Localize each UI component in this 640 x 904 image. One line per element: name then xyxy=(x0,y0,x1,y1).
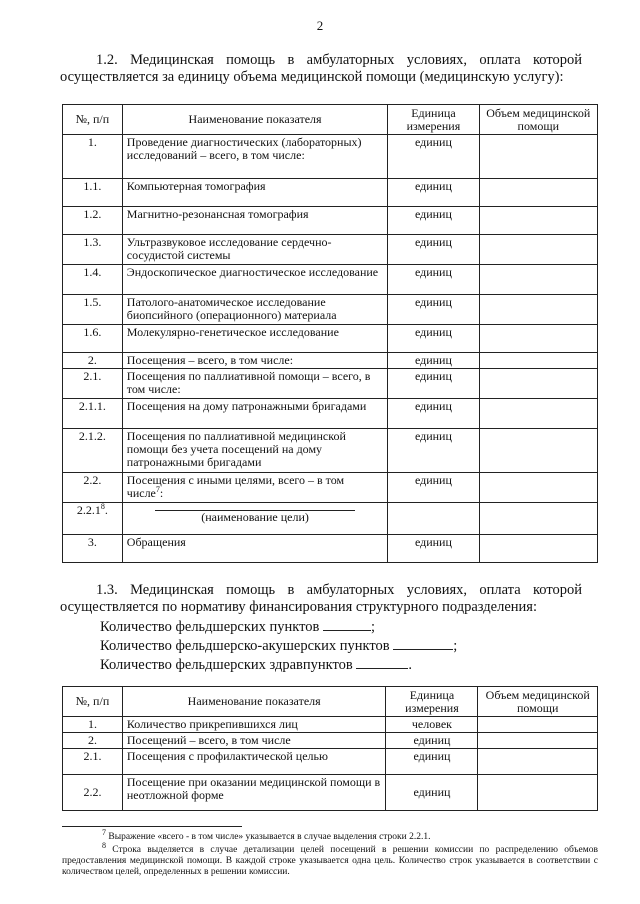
row-volume-cell[interactable] xyxy=(478,749,598,775)
footnote-7-mark: 7 xyxy=(102,827,106,837)
row-name: Магнитно-резонансная томография xyxy=(122,207,388,235)
row-unit: единиц xyxy=(388,473,479,503)
row-volume-cell[interactable] xyxy=(479,235,597,265)
section-1-3-heading xyxy=(60,582,582,616)
health-posts-label: Количество фельдшерских здравпунктов xyxy=(100,657,353,673)
table-row xyxy=(63,325,598,353)
row-name: Количество прикрепившихся лиц xyxy=(122,717,386,733)
row-name: Обращения xyxy=(122,535,388,563)
row-num: 2.1.1. xyxy=(63,399,123,429)
row-unit: единиц xyxy=(388,399,479,429)
section-1-2-line1: 1.2. Медицинская помощь в амбулаторных условиях, оплата которой xyxy=(96,52,582,68)
row-unit: единиц xyxy=(388,235,479,265)
header-num: №, п/п xyxy=(63,687,123,717)
health-posts-blank[interactable] xyxy=(356,656,408,669)
row-num: 2. xyxy=(63,353,123,369)
header-volume: Объем медицинской помощи xyxy=(478,687,598,717)
row-volume-cell[interactable] xyxy=(478,775,598,811)
row-num: 1.1. xyxy=(63,179,123,207)
table-row xyxy=(63,775,598,811)
table-row xyxy=(63,535,598,563)
row-unit: единиц xyxy=(388,207,479,235)
row-volume-cell[interactable] xyxy=(479,295,597,325)
row-name: Посещения на дому патронажными бригадами xyxy=(122,399,388,429)
footnote-8-text: Строка выделяется в случае детализации целей посещений в решении комиссии по распределению объемов предоставления медицинской помощи. В каждой строке указывается одна цель. Количество строк указывается в соответствии с количеством целей, определенных в решении комиссии. xyxy=(62,845,598,877)
fap-blank[interactable] xyxy=(393,637,453,650)
row-volume-cell[interactable] xyxy=(479,535,597,563)
row-unit: единиц xyxy=(388,265,479,295)
header-volume: Объем медицинской помощи xyxy=(479,105,597,135)
row-volume-cell[interactable] xyxy=(479,473,597,503)
row-unit: единиц xyxy=(388,353,479,369)
aim-caption: (наименование цели) xyxy=(201,510,309,524)
row-name: Посещения с профилактической целью xyxy=(122,749,386,775)
row-unit: единиц xyxy=(388,535,479,563)
section-1-2-heading xyxy=(60,52,582,86)
row-unit: единиц xyxy=(388,179,479,207)
row-volume-cell[interactable] xyxy=(478,717,598,733)
row-volume-cell[interactable] xyxy=(479,353,597,369)
row-name: Посещение при оказании медицинской помощи в неотложной форме xyxy=(122,775,386,811)
row-volume-cell[interactable] xyxy=(479,399,597,429)
row-num: 1. xyxy=(63,135,123,179)
row-unit: единиц xyxy=(386,733,478,749)
row-volume-cell[interactable] xyxy=(479,325,597,353)
table-row xyxy=(63,295,598,325)
row-num: 2.1.2. xyxy=(63,429,123,473)
table-structural-unit xyxy=(62,686,598,811)
row-unit: человек xyxy=(386,717,478,733)
line-end: . xyxy=(408,657,413,673)
row-name: Посещений – всего, в том числе xyxy=(122,733,386,749)
row-volume-cell[interactable] xyxy=(478,733,598,749)
header-num: №, п/п xyxy=(63,105,123,135)
row-name: Посещения – всего, в том числе: xyxy=(122,353,388,369)
footnote-8 xyxy=(62,840,598,878)
row-num: 1. xyxy=(63,717,123,733)
row-num: 1.4. xyxy=(63,265,123,295)
row-volume-cell[interactable] xyxy=(479,429,597,473)
table-row xyxy=(63,503,598,535)
table-row xyxy=(63,179,598,207)
footnote-7 xyxy=(62,827,598,843)
row-num: 1.5. xyxy=(63,295,123,325)
table-row xyxy=(63,429,598,473)
row-unit: единиц xyxy=(386,749,478,775)
page-number: 2 xyxy=(316,18,324,33)
row-num-text: 2.2.1 xyxy=(76,503,101,517)
section-1-2-line2: осуществляется за единицу объема медицинской помощи (медицинскую услугу): xyxy=(60,69,564,85)
table-row xyxy=(63,717,598,733)
row-name: Патолого-анатомическое исследование биопсийного (операционного) материала xyxy=(122,295,388,325)
footnote-7-text: Выражение «всего - в том числе» указывается в случае выделения строки 2.2.1. xyxy=(108,832,431,842)
table-row xyxy=(63,353,598,369)
row-num: 2.1. xyxy=(63,749,123,775)
header-name: Наименование показателя xyxy=(122,105,388,135)
row-num-dot: . xyxy=(104,503,108,517)
row-num: 1.6. xyxy=(63,325,123,353)
row-unit xyxy=(388,503,479,535)
row-unit: единиц xyxy=(388,135,479,179)
row-name-colon: : xyxy=(159,486,164,500)
footnote-mark-8: 8 xyxy=(100,502,105,511)
table-row xyxy=(63,265,598,295)
table-row xyxy=(63,135,598,179)
row-name: Проведение диагностических (лабораторных) исследований – всего, в том числе: xyxy=(122,135,388,179)
row-volume-cell[interactable] xyxy=(479,135,597,179)
row-num: 1.2. xyxy=(63,207,123,235)
row-name: Посещения по паллиативной медицинской помощи без учета посещений на дому патронажными бригадами xyxy=(122,429,388,473)
table-row xyxy=(63,207,598,235)
feldsher-points-line xyxy=(100,618,375,636)
row-name: Компьютерная томография xyxy=(122,179,388,207)
row-num: 3. xyxy=(63,535,123,563)
row-volume-cell[interactable] xyxy=(479,207,597,235)
line-end: ; xyxy=(371,619,376,635)
section-1-3-line2: осуществляется по нормативу финансирования структурного подразделения: xyxy=(60,599,537,615)
header-unit: Единица измерения xyxy=(388,105,479,135)
row-num: 2.1. xyxy=(63,369,123,399)
row-num: 2. xyxy=(63,733,123,749)
row-name xyxy=(122,473,388,503)
row-unit: единиц xyxy=(386,775,478,811)
row-num: 2.2. xyxy=(63,775,123,811)
row-volume-cell[interactable] xyxy=(479,265,597,295)
line-end: ; xyxy=(453,638,458,654)
row-volume-cell[interactable] xyxy=(479,369,597,399)
row-name: Посещения по паллиативной помощи – всего, в том числе: xyxy=(122,369,388,399)
fap-line xyxy=(100,637,457,655)
table-row xyxy=(63,399,598,429)
row-unit: единиц xyxy=(388,325,479,353)
table-row xyxy=(63,369,598,399)
table-row xyxy=(63,749,598,775)
row-num: 1.3. xyxy=(63,235,123,265)
footnote-mark-7: 7 xyxy=(155,485,160,494)
footnote-separator xyxy=(62,826,242,827)
row-unit: единиц xyxy=(388,429,479,473)
section-1-3-line1: 1.3. Медицинская помощь в амбулаторных условиях, оплата которой xyxy=(96,582,582,598)
header-name: Наименование показателя xyxy=(122,687,386,717)
row-unit: единиц xyxy=(388,295,479,325)
feldsher-points-blank[interactable] xyxy=(323,618,371,631)
row-unit: единиц xyxy=(388,369,479,399)
row-num: 2.2. xyxy=(63,473,123,503)
feldsher-points-label: Количество фельдшерских пунктов xyxy=(100,619,320,635)
row-volume-cell[interactable] xyxy=(479,179,597,207)
row-num xyxy=(63,503,123,535)
footnote-8-mark: 8 xyxy=(102,840,106,850)
header-unit: Единица измерения xyxy=(386,687,478,717)
health-posts-line xyxy=(100,656,412,674)
table-row xyxy=(63,733,598,749)
row-name: Ультразвуковое исследование сердечно-сосудистой системы xyxy=(122,235,388,265)
row-name-text: Посещения с иными целями, всего – в том числе xyxy=(126,473,345,500)
row-name: Эндоскопическое диагностическое исследование xyxy=(122,265,388,295)
table-row xyxy=(63,473,598,503)
aim-name-field[interactable] xyxy=(122,503,388,535)
table-row xyxy=(63,235,598,265)
row-name: Молекулярно-генетическое исследование xyxy=(122,325,388,353)
row-volume-cell[interactable] xyxy=(479,503,597,535)
fap-label: Количество фельдшерско-акушерских пунктов xyxy=(100,638,390,654)
table-medical-services xyxy=(62,104,598,563)
